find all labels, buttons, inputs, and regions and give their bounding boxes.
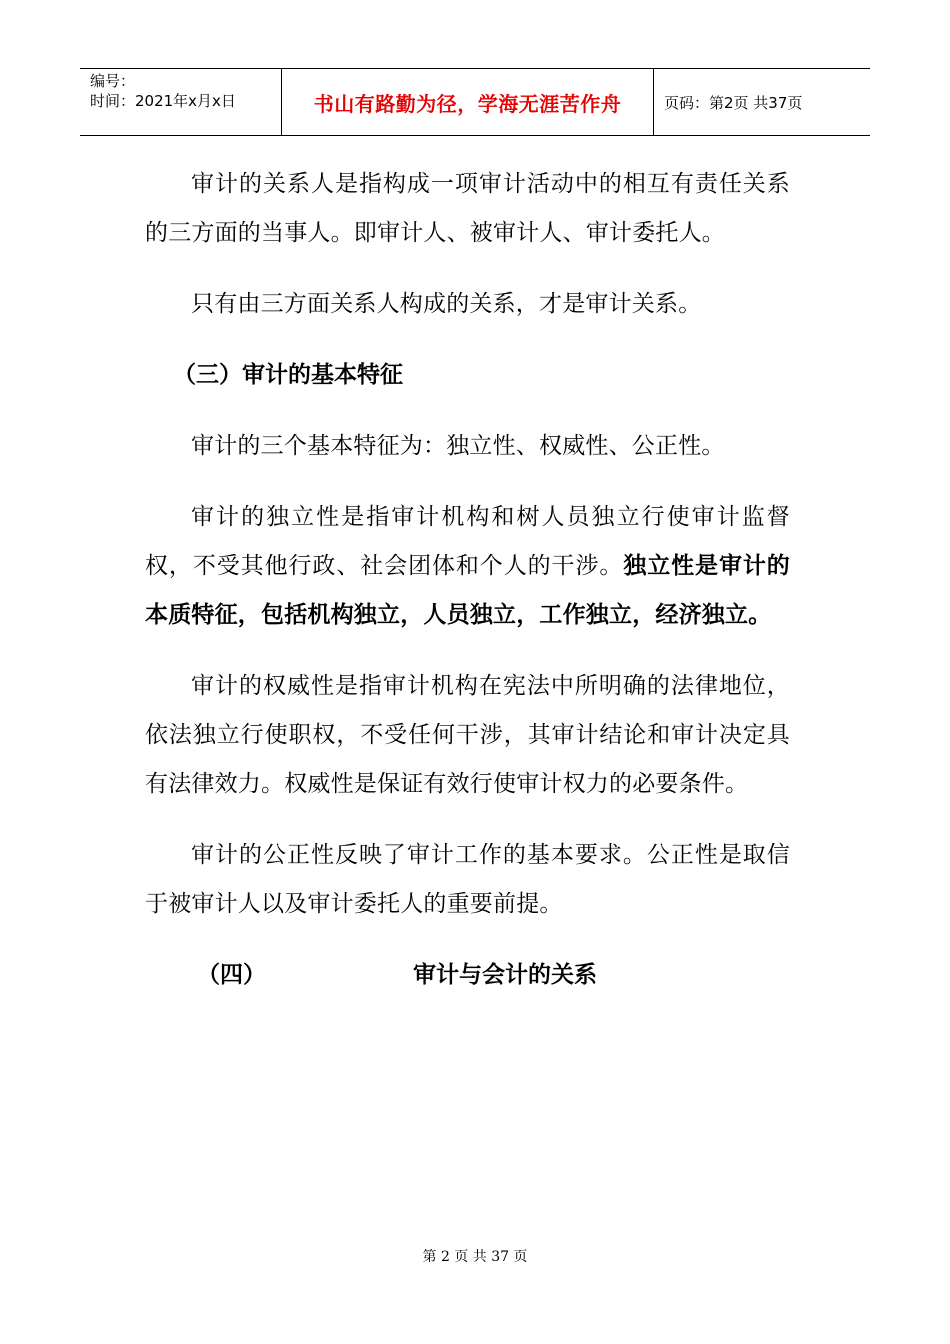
number-label: 编号： [90,72,136,90]
section-heading-4-title: 审计与会计的关系 [413,962,597,988]
paragraph-audit-relation: 只有由三方面关系人构成的关系，才是审计关系。 [191,291,702,317]
paragraph-fairness: 审计的公正性反映了审计工作的基本要求。公正性是取信于被审计人以及审计委托人的重要前提。 [145,842,790,917]
independence-bold-text: 独立性是审计的本质特征，包括机构独立，人员独立，工作独立，经济独立。 [145,553,791,628]
paragraph-independence [145,493,790,640]
page-header [80,68,870,136]
paragraph-audit-parties: 审计的关系人是指构成一项审计活动中的相互有责任关系的三方面的当事人。即审计人、被审计人、审计委托人。 [145,171,790,246]
header-motto: 书山有路勤为径，学海无涯苦作舟 [282,69,654,135]
paragraph-three-features: 审计的三个基本特征为：独立性、权威性、公正性。 [191,433,725,459]
header-page-info: 页码：第2页 共37页 [664,93,803,112]
paragraph-authority: 审计的权威性是指审计机构在宪法中所明确的法律地位，依法独立行使职权，不受任何干涉，其审计结论和审计决定具有法律效力。权威性是保证有效行使审计权力的必要条件。 [145,673,790,797]
document-body [145,160,790,1022]
section-heading-4 [145,951,790,1000]
independence-text: 审计的独立性是指审计机构和树人员独立行使审计监督权，不受其他行政、社会团体和个人的干涉。 [145,504,790,579]
page-footer: 第 2 页 共 37 页 [422,1249,528,1265]
header-meta [80,69,282,135]
section-heading-4-number: （四） [197,962,266,988]
date-label: 时间：2021年x月x日 [90,92,236,110]
section-heading-3: （三）审计的基本特征 [173,362,403,388]
